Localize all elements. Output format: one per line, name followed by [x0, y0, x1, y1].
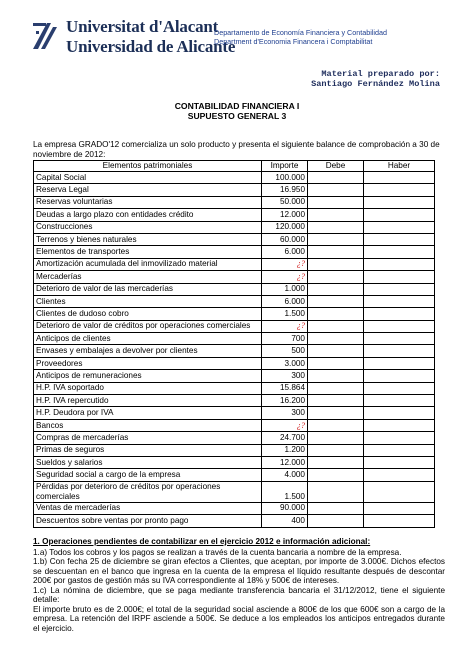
table-header-row: [34, 161, 435, 172]
operation-item: 1.b) Con fecha 25 de diciembre se giran efectos a Clientes, que aceptan, por importe de 3.000€. Dichos efectos se descuentan en el banco que ingresa en la cuenta de la empresa el líquido resultante después de descontar 200€ por gastos de gestión más su IVA correspondiente al 18% y 500€ de intereses.: [33, 557, 445, 585]
row-amount: 60.000: [262, 233, 308, 245]
row-label: Descuentos sobre ventas por pronto pago: [34, 515, 262, 527]
table-row: [34, 481, 435, 502]
document-title: CONTABILIDAD FINANCIERA I: [174, 101, 300, 111]
row-debit: [308, 432, 364, 444]
row-debit: [308, 184, 364, 196]
row-debit: [308, 209, 364, 221]
row-label: Deudas a largo plazo con entidades crédito: [34, 209, 262, 221]
row-amount: 1.500: [262, 308, 308, 320]
row-label: Compras de mercaderías: [34, 432, 262, 444]
row-debit: [308, 221, 364, 233]
table-row: [34, 308, 435, 320]
row-amount: 16.200: [262, 395, 308, 407]
row-label: Pérdidas por deterioro de créditos por operaciones comerciales: [34, 481, 262, 502]
row-label: Mercaderías: [34, 271, 262, 283]
row-debit: [308, 469, 364, 481]
row-amount: 6.000: [262, 295, 308, 307]
row-amount: 16.950: [262, 184, 308, 196]
row-label: Deterioro de valor de las mercaderías: [34, 283, 262, 295]
table-row: [34, 345, 435, 357]
row-label: Anticipos de remuneraciones: [34, 370, 262, 382]
row-amount: 3.000: [262, 357, 308, 369]
table-row: [34, 395, 435, 407]
row-label: Sueldos y salarios: [34, 456, 262, 468]
table-row: [34, 320, 435, 332]
row-debit: [308, 502, 364, 514]
row-amount: ¿?: [262, 258, 308, 270]
row-amount: 500: [262, 345, 308, 357]
row-debit: [308, 246, 364, 258]
author-name: Santiago Fernández Molina: [311, 79, 440, 89]
row-amount: 700: [262, 333, 308, 345]
row-amount: 24.700: [262, 432, 308, 444]
row-credit: [364, 469, 435, 481]
table-row: [34, 502, 435, 514]
row-debit: [308, 320, 364, 332]
row-credit: [364, 320, 435, 332]
row-amount: 300: [262, 407, 308, 419]
column-header-debit: Debe: [308, 161, 364, 172]
table-row: [34, 382, 435, 394]
row-amount: 1.500: [262, 481, 308, 502]
row-credit: [364, 184, 435, 196]
row-debit: [308, 258, 364, 270]
row-amount: 120.000: [262, 221, 308, 233]
table-row: [34, 246, 435, 258]
row-debit: [308, 308, 364, 320]
table-row: [34, 333, 435, 345]
row-amount: 300: [262, 370, 308, 382]
table-row: [34, 515, 435, 527]
row-credit: [364, 357, 435, 369]
row-credit: [364, 258, 435, 270]
operation-item: 1.a) Todos los cobros y los pagos se realizan a través de la cuenta bancaria a nombre de la empresa.: [33, 547, 402, 557]
row-credit: [364, 444, 435, 456]
row-label: Elementos de transportes: [34, 246, 262, 258]
row-credit: [364, 395, 435, 407]
operations-heading: 1. Operaciones pendientes de contabilizar en el ejercicio 2012 e información adicional:: [33, 537, 371, 546]
table-row: [34, 432, 435, 444]
row-label: H.P. IVA repercutido: [34, 395, 262, 407]
column-header-credit: Haber: [364, 161, 435, 172]
row-amount: 50.000: [262, 196, 308, 208]
table-row: [34, 444, 435, 456]
row-credit: [364, 233, 435, 245]
row-debit: [308, 357, 364, 369]
row-credit: [364, 221, 435, 233]
row-label: Terrenos y bienes naturales: [34, 233, 262, 245]
column-header-elements: Elementos patrimoniales: [34, 161, 262, 172]
row-credit: [364, 295, 435, 307]
university-name-spanish: Universidad de Alicante: [66, 37, 236, 56]
table-row: [34, 172, 435, 184]
university-logo-icon: [33, 23, 61, 49]
row-debit: [308, 481, 364, 502]
row-label: Construcciones: [34, 221, 262, 233]
table-row: [34, 456, 435, 468]
table-row: [34, 209, 435, 221]
row-credit: [364, 196, 435, 208]
row-debit: [308, 172, 364, 184]
row-debit: [308, 283, 364, 295]
row-debit: [308, 456, 364, 468]
row-credit: [364, 271, 435, 283]
table-row: [34, 357, 435, 369]
row-debit: [308, 444, 364, 456]
row-amount: 12.000: [262, 209, 308, 221]
row-label: Seguridad social a cargo de la empresa: [34, 469, 262, 481]
row-amount: 1.000: [262, 283, 308, 295]
prepared-by-label: Material preparado por:: [321, 69, 440, 79]
row-debit: [308, 370, 364, 382]
row-credit: [364, 308, 435, 320]
column-header-amount: Importe: [262, 161, 308, 172]
table-row: [34, 295, 435, 307]
table-row: [34, 184, 435, 196]
table-row: [34, 221, 435, 233]
row-debit: [308, 345, 364, 357]
row-credit: [364, 432, 435, 444]
row-amount: 6.000: [262, 246, 308, 258]
row-amount: 1.200: [262, 444, 308, 456]
row-amount: 15.864: [262, 382, 308, 394]
row-debit: [308, 271, 364, 283]
row-debit: [308, 233, 364, 245]
table-row: [34, 407, 435, 419]
row-credit: [364, 419, 435, 431]
row-credit: [364, 456, 435, 468]
row-label: Amortización acumulada del inmovilizado material: [34, 258, 262, 270]
row-label: Clientes: [34, 295, 262, 307]
row-credit: [364, 246, 435, 258]
row-label: H.P. Deudora por IVA: [34, 407, 262, 419]
row-credit: [364, 481, 435, 502]
row-debit: [308, 382, 364, 394]
row-label: Capital Social: [34, 172, 262, 184]
row-amount: 90.000: [262, 502, 308, 514]
table-row: [34, 370, 435, 382]
department-name-spanish: Departamento de Economía Financiera y Contabilidad: [214, 28, 387, 37]
row-debit: [308, 333, 364, 345]
row-debit: [308, 515, 364, 527]
row-label: Deterioro de valor de créditos por operaciones comerciales: [34, 320, 262, 332]
intro-paragraph: La empresa GRADO'12 comercializa un solo producto y presenta el siguiente balance de comprobación a 30 de noviembre de 2012:: [33, 140, 440, 159]
row-debit: [308, 196, 364, 208]
row-label: Reserva Legal: [34, 184, 262, 196]
table-row: [34, 469, 435, 481]
row-debit: [308, 295, 364, 307]
row-label: Envases y embalajes a devolver por clientes: [34, 345, 262, 357]
row-amount: ¿?: [262, 320, 308, 332]
row-credit: [364, 283, 435, 295]
row-debit: [308, 419, 364, 431]
row-amount: ¿?: [262, 419, 308, 431]
department-name-valencian: Department d'Economia Financera i Comptabilitat: [214, 37, 373, 46]
row-label: Clientes de dudoso cobro: [34, 308, 262, 320]
row-label: Proveedores: [34, 357, 262, 369]
row-credit: [364, 345, 435, 357]
row-label: Ventas de mercaderías: [34, 502, 262, 514]
row-label: Primas de seguros: [34, 444, 262, 456]
row-amount: 4.000: [262, 469, 308, 481]
operations-section: [33, 537, 445, 633]
document-subtitle: SUPUESTO GENERAL 3: [187, 111, 287, 121]
operation-item: El importe bruto es de 2.000€; el total de la seguridad social asciende a 800€ de los que 600€ son a cargo de la empresa. La retención del IRPF asciende a 500€. Se deduce a los empleados los anticipos entregados durante el ejercicio.: [33, 604, 445, 633]
row-amount: 400: [262, 515, 308, 527]
table-row: [34, 283, 435, 295]
row-credit: [364, 370, 435, 382]
row-amount: 100.000: [262, 172, 308, 184]
row-credit: [364, 209, 435, 221]
university-name-valencian: Universitat d'Alacant: [66, 17, 219, 36]
table-row: [34, 258, 435, 270]
row-label: Bancos: [34, 419, 262, 431]
row-amount: 12.000: [262, 456, 308, 468]
row-credit: [364, 382, 435, 394]
row-label: Reservas voluntarias: [34, 196, 262, 208]
row-debit: [308, 407, 364, 419]
row-credit: [364, 502, 435, 514]
table-row: [34, 419, 435, 431]
row-label: H.P. IVA soportado: [34, 382, 262, 394]
trial-balance-table: [33, 160, 435, 528]
row-label: Anticipos de clientes: [34, 333, 262, 345]
row-credit: [364, 333, 435, 345]
table-row: [34, 196, 435, 208]
table-row: [34, 233, 435, 245]
row-credit: [364, 407, 435, 419]
row-credit: [364, 515, 435, 527]
operation-item: 1.c) La nómina de diciembre, que se paga mediante transferencia bancaria el 31/12/2012, tiene el siguiente detalle:: [33, 585, 445, 604]
row-credit: [364, 172, 435, 184]
row-amount: ¿?: [262, 271, 308, 283]
row-debit: [308, 395, 364, 407]
table-row: [34, 271, 435, 283]
